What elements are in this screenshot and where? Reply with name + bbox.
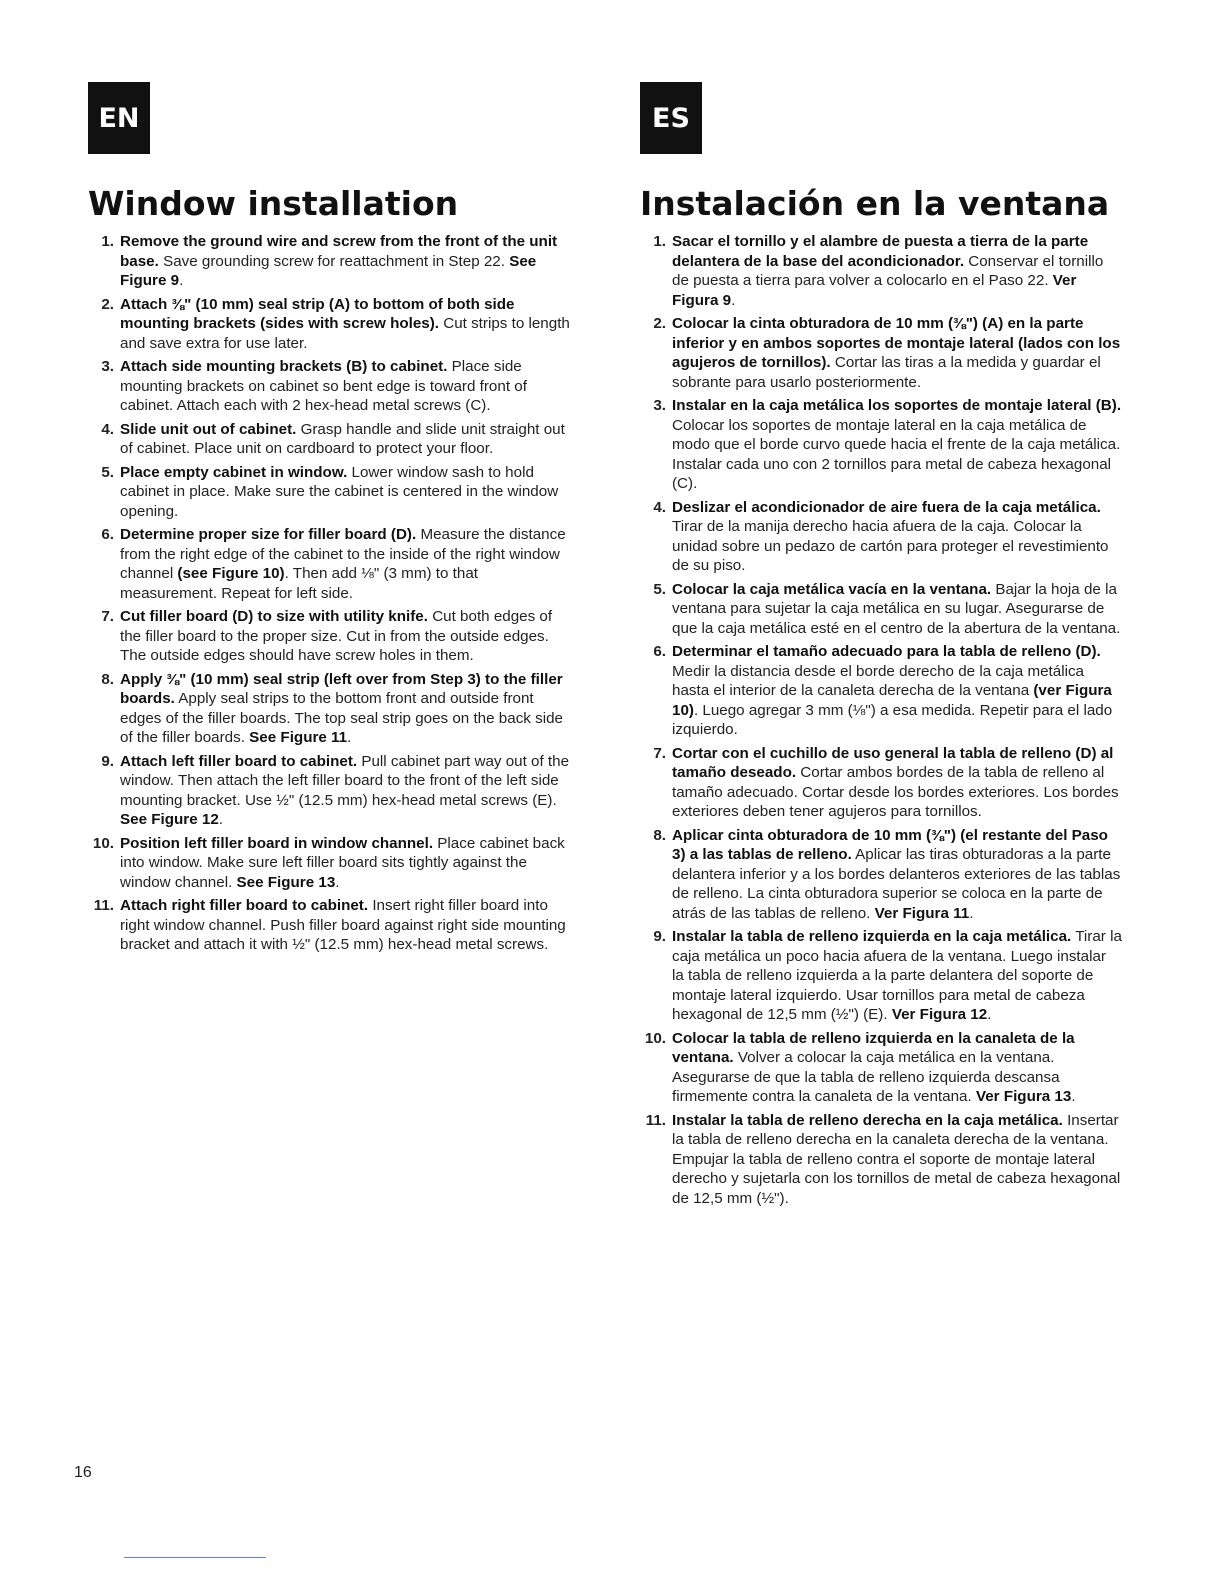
step-text-tail: .	[179, 272, 184, 289]
step-text: Lower window sash to hold cabinet in place. Make sure the cabinet is centered in the window opening.	[120, 463, 559, 520]
step-item	[640, 1029, 1122, 1107]
step-text: Measure the distance from the right edge of the cabinet to the inside of the right window channel	[120, 526, 566, 582]
step-item	[640, 498, 1122, 576]
step-number: 6.	[101, 526, 114, 543]
step-number: 5.	[101, 463, 114, 481]
step-item	[640, 642, 1122, 740]
step-item	[640, 927, 1122, 1025]
step-text: Cortar ambos bordes de la tabla de relleno al tamaño adecuado. Cortar desde los bordes exteriores. Los bordes exteriores deben tener agujeros para tornillos.	[672, 764, 1119, 820]
step-number: 4.	[101, 420, 114, 438]
step-item	[88, 607, 570, 666]
step-heading: Instalar en la caja metálica los soportes de montaje lateral (B).	[672, 397, 1122, 414]
step-number: 8.	[653, 826, 666, 844]
page-number: 16	[74, 1464, 92, 1481]
step-heading: Instalar la tabla de relleno derecha en la caja metálica.	[672, 1111, 1063, 1129]
step-text: Insert right filler board into right window channel. Push filler board against right side mounting bracket and attach it with ½" (12.5 mm) hex-head metal screws.	[120, 897, 566, 953]
step-item	[88, 463, 570, 522]
step-heading: Sacar el tornillo y el alambre de puesta a tierra de la parte delantera de la base del acondicionador.	[672, 233, 1089, 270]
step-text-tail: . Luego agregar 3 mm (⅛") a esa medida. Repetir para el lado izquierdo.	[672, 701, 1113, 738]
step-number: 8.	[101, 670, 114, 688]
step-item	[640, 314, 1122, 392]
figure-reference: Ver Figura 9	[672, 272, 1077, 309]
figure-reference: (ver Figura 10)	[672, 682, 1112, 719]
step-number: 9.	[101, 752, 114, 770]
step-text: Cut strips to length and save extra for use later.	[120, 315, 570, 352]
step-text-tail: .	[1071, 1088, 1076, 1105]
step-number: 3.	[653, 397, 666, 414]
step-heading: Colocar la caja metálica vacía en la ventana.	[672, 580, 992, 598]
step-text: Aplicar las tiras obturadoras a la parte delantera inferior y a los bordes delanteros exteriores de las tablas de relleno. La cinta obturadora superior se coloca en la parte de atrás de las tablas de relleno.	[672, 846, 1121, 922]
step-text: Conservar el tornillo de puesta a tierra para volver a colocarlo en el Paso 22.	[672, 252, 1104, 289]
figure-reference: Ver Figura 12	[891, 1006, 988, 1023]
step-item	[88, 420, 570, 459]
step-number: 10.	[92, 834, 114, 852]
language-badge-en: EN	[88, 82, 150, 154]
step-item	[88, 525, 570, 603]
step-item	[88, 834, 570, 893]
step-heading: Attach side mounting brackets (B) to cabinet.	[120, 358, 448, 375]
step-text-tail: .	[969, 904, 974, 922]
step-text: Place cabinet back into window. Make sure left filler board sits tightly against the window channel.	[120, 834, 565, 891]
step-number: 4.	[653, 498, 666, 516]
step-number: 2.	[653, 315, 666, 332]
step-number: 7.	[653, 744, 666, 762]
step-text: Place side mounting brackets on cabinet so bent edge is toward front of cabinet. Attach each with 2 hex-head metal screws (C).	[120, 358, 527, 414]
step-text-tail: .	[335, 873, 340, 891]
figure-reference: See Figure 9	[120, 252, 537, 289]
divider	[124, 1557, 266, 1558]
figure-reference: Ver Figura 13	[975, 1088, 1072, 1105]
step-number: 2.	[101, 295, 114, 313]
step-item	[88, 357, 570, 416]
step-item	[88, 232, 570, 291]
figure-reference: (see Figure 10)	[177, 565, 285, 582]
step-heading: Slide unit out of cabinet.	[120, 420, 297, 438]
section-title-es: Instalación en la ventana	[640, 184, 1110, 223]
step-text: Cut both edges of the filler board to the proper size. Cut in from the outside edges. The outside edges should have screw holes in them.	[120, 608, 553, 664]
step-text: Cortar las tiras a la medida y guardar el sobrante para usarlo posteriormente.	[672, 354, 1101, 391]
step-number: 5.	[653, 580, 666, 598]
step-number: 11.	[645, 1111, 666, 1129]
step-heading: Colocar la cinta obturadora de 10 mm (⅜") (A) en la parte inferior y en ambos soportes de montaje lateral (lados con los agujeros de tornillos).	[672, 315, 1121, 371]
step-heading: Attach left filler board to cabinet.	[120, 752, 358, 770]
step-heading: Remove the ground wire and screw from the front of the unit base.	[120, 233, 558, 270]
figure-reference: See Figure 11	[249, 729, 348, 746]
step-item	[88, 896, 570, 955]
figure-reference: See Figure 12	[120, 811, 219, 828]
steps-list-es	[640, 232, 1122, 1212]
step-text: Tirar de la manija derecho hacia afuera de la caja. Colocar la unidad sobre un pedazo de cartón para proteger el revestimiento de su piso.	[672, 518, 1109, 574]
step-item	[640, 744, 1122, 822]
step-text: Bajar la hoja de la ventana para sujetar la caja metálica en su lugar. Asegurarse de que la caja metálica esté en el centro de la abertura de la ventana.	[672, 580, 1121, 637]
step-text-tail: .	[347, 729, 352, 746]
step-text: Volver a colocar la caja metálica en la ventana. Asegurarse de que la tabla de relleno izquierda descansa firmemente contra la canaleta de la ventana.	[672, 1049, 1060, 1105]
language-badge-es: ES	[640, 82, 702, 154]
step-number: 9.	[653, 928, 666, 945]
step-heading: Deslizar el acondicionador de aire fuera de la caja metálica.	[672, 498, 1101, 516]
step-text-tail: . Then add ⅛" (3 mm) to that measurement. Repeat for left side.	[120, 565, 478, 602]
step-heading: Attach ⅜" (10 mm) seal strip (A) to bottom of both side mounting brackets (sides with screw holes).	[120, 295, 515, 332]
step-heading: Aplicar cinta obturadora de 10 mm (⅜") (el restante del Paso 3) a las tablas de relleno.	[672, 826, 1108, 863]
step-item	[640, 232, 1122, 310]
step-item	[640, 1111, 1122, 1209]
step-heading: Instalar la tabla de relleno izquierda en la caja metálica.	[672, 928, 1072, 945]
step-heading: Cortar con el cuchillo de uso general la tabla de relleno (D) al tamaño deseado.	[672, 744, 1114, 781]
step-heading: Attach right filler board to cabinet.	[120, 897, 369, 914]
step-text: Colocar los soportes de montaje lateral en la caja metálica de modo que el borde curvo quede hacia el frente de la caja metálica. Instalar cada uno con 2 tornillos para metal de cabeza hexagonal (C).	[672, 416, 1121, 492]
step-heading: Place empty cabinet in window.	[120, 463, 348, 481]
step-text-tail: .	[731, 291, 736, 309]
step-number: 6.	[653, 643, 666, 660]
step-item	[88, 670, 570, 748]
step-text: Tirar la caja metálica un poco hacia afuera de la ventana. Luego instalar la tabla de relleno izquierda a la parte delantera del soporte de montaje lateral izquierdo. Usar tornillos para metal de cabeza hexagonal de 12,5 mm (½") (E).	[672, 928, 1122, 1023]
step-item	[88, 752, 570, 830]
step-text: Insertar la tabla de relleno derecha en la canaleta derecha de la ventana. Empujar la tabla de relleno contra el soporte de montaje lateral derecho y sujetarla con los tornillos de metal de cabeza hexagonal de 12,5 mm (½").	[672, 1111, 1121, 1207]
step-number: 11.	[93, 897, 114, 914]
figure-reference: Ver Figura 11	[874, 904, 970, 922]
step-text-tail: .	[218, 811, 223, 828]
step-text: Apply seal strips to the bottom front and outside front edges of the filler boards. The top seal strip goes on the back side of the filler boards.	[120, 690, 563, 746]
step-number: 3.	[101, 358, 114, 375]
steps-list-en	[88, 232, 570, 959]
step-item	[640, 396, 1122, 494]
step-heading: Determinar el tamaño adecuado para la tabla de relleno (D).	[672, 643, 1101, 660]
step-item	[640, 580, 1122, 639]
step-text-tail: .	[987, 1006, 992, 1023]
step-text: Grasp handle and slide unit straight out of cabinet. Place unit on cardboard to protect your floor.	[120, 420, 565, 457]
section-title-en: Window installation	[88, 184, 459, 223]
step-number: 7.	[101, 608, 114, 625]
step-heading: Colocar la tabla de relleno izquierda en la canaleta de la ventana.	[672, 1029, 1075, 1066]
step-item	[640, 826, 1122, 924]
step-heading: Position left filler board in window channel.	[120, 834, 434, 852]
step-heading: Determine proper size for filler board (D).	[120, 526, 417, 543]
step-text: Medir la distancia desde el borde derecho de la caja metálica hasta el interior de la canaleta derecha de la ventana	[672, 662, 1084, 699]
step-text: Pull cabinet part way out of the window. Then attach the left filler board to the front of the left side mounting bracket. Use ½" (12.5 mm) hex-head metal screws (E).	[120, 752, 570, 809]
step-number: 1.	[101, 233, 114, 250]
step-number: 1.	[653, 233, 666, 250]
step-text: Save grounding screw for reattachment in Step 22.	[158, 252, 510, 270]
step-heading: Cut filler board (D) to size with utility knife.	[120, 608, 428, 625]
step-heading: Apply ⅜" (10 mm) seal strip (left over from Step 3) to the filler boards.	[120, 670, 563, 707]
step-item	[88, 295, 570, 354]
step-number: 10.	[644, 1029, 666, 1047]
figure-reference: See Figure 13	[236, 873, 336, 891]
